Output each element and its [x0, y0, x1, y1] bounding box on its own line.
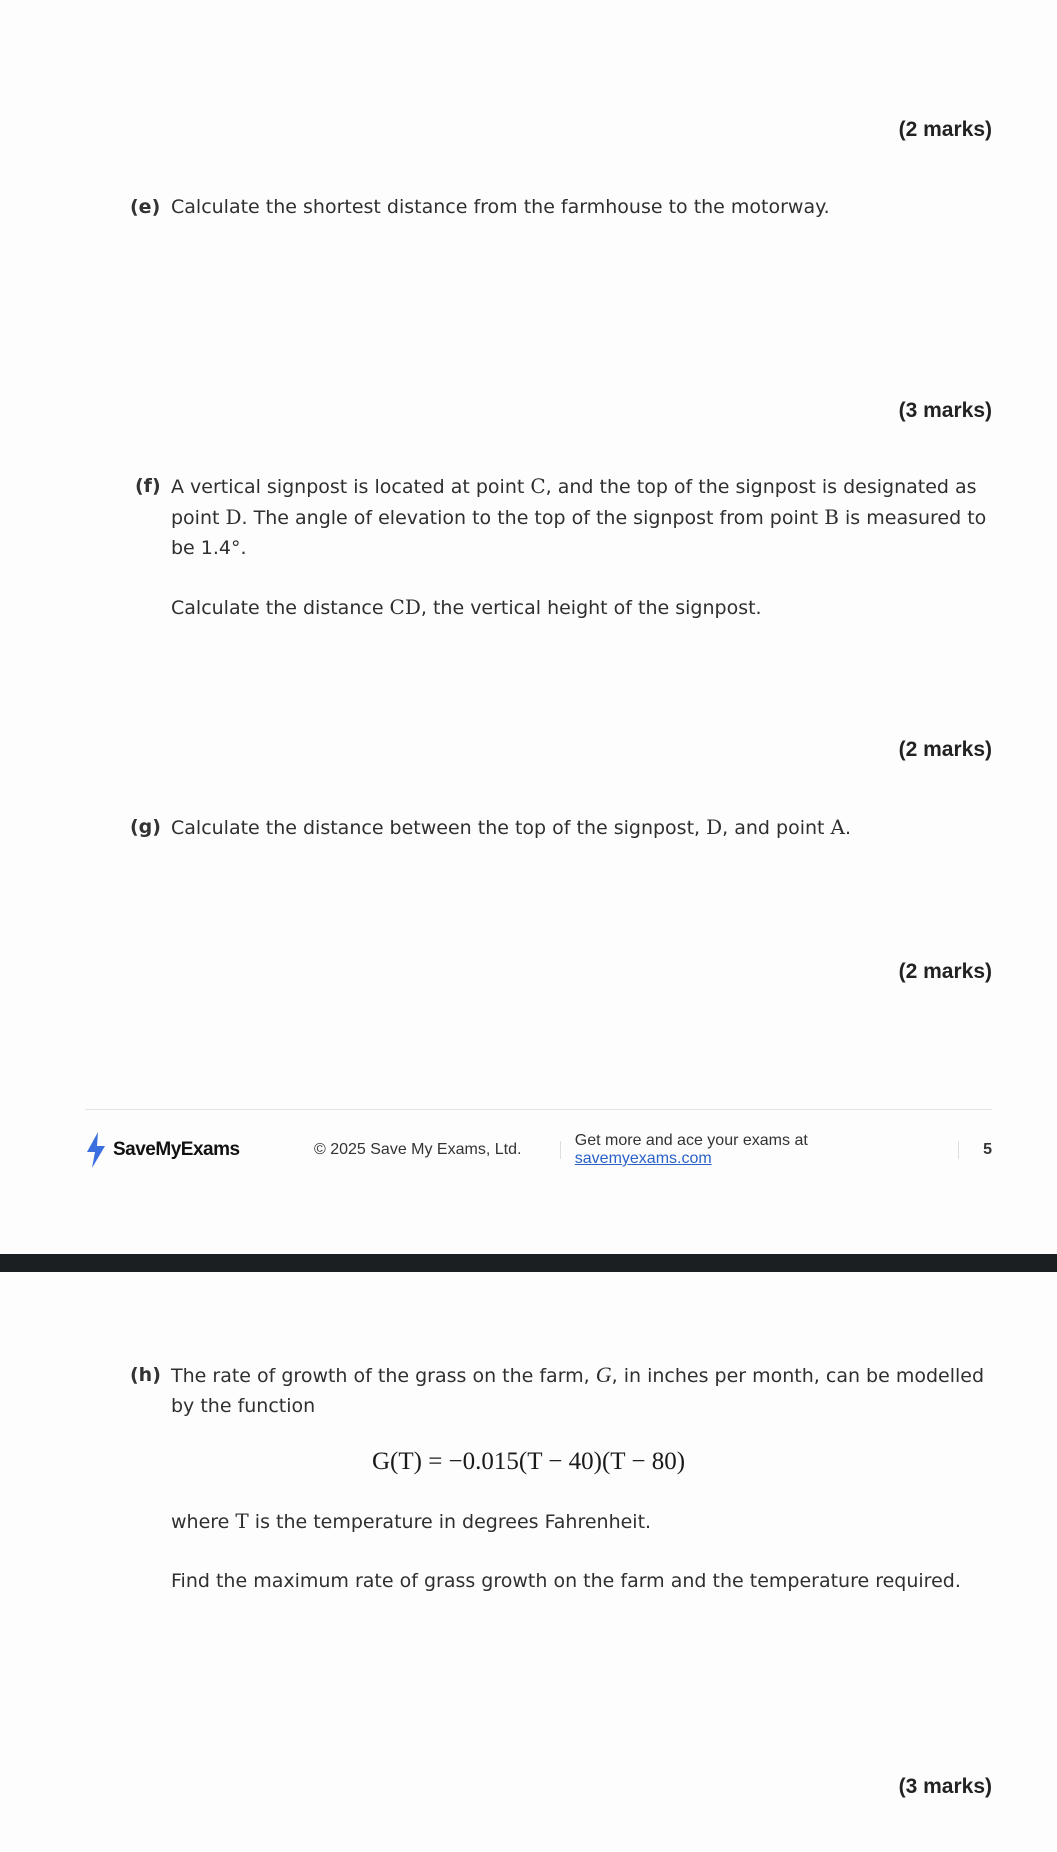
exam-page-6 — [0, 1272, 1057, 1852]
savemyexams-link[interactable]: savemyexams.com — [574, 1150, 712, 1167]
growth-formula: G(T) = −0.015(T − 40)(T − 80) — [371, 1448, 686, 1475]
question-g — [130, 812, 991, 872]
question-text: A vertical signpost is located at point C, and the top of the signpost is designated as point D. The angle of elevation to the top of the signpost from point B is measured to be 1.4°. — [171, 474, 987, 559]
question-h-continued — [130, 1506, 991, 1625]
copyright-text: © 2025 Save My Exams, Ltd. — [313, 1141, 522, 1158]
question-instruction: Calculate the distance CD, the vertical height of the signpost. — [171, 595, 762, 619]
footer-divider — [85, 1109, 992, 1110]
brand-name: SaveMyExams — [113, 1139, 240, 1160]
question-e — [130, 192, 991, 251]
question-label: (e) — [130, 196, 161, 218]
variable-definition: where T is the temperature in degrees Fahrenheit. — [171, 1509, 652, 1533]
page-break-bar — [0, 1254, 1057, 1272]
question-h — [130, 1360, 991, 1450]
marks-label: (2 marks) — [898, 118, 992, 141]
page-number: 5 — [983, 1141, 992, 1158]
question-label: (g) — [130, 816, 161, 838]
marks-label: (2 marks) — [898, 960, 992, 983]
marks-label: (2 marks) — [898, 738, 992, 761]
question-label: (h) — [130, 1364, 161, 1386]
question-text: Calculate the distance between the top of the signpost, D, and point A. — [171, 815, 852, 839]
footer-separator — [560, 1141, 561, 1159]
question-text: The rate of growth of the grass on the farm, G, in inches per month, can be modelled by the function — [171, 1362, 985, 1417]
marks-label: (3 marks) — [898, 1775, 992, 1798]
question-instruction: Find the maximum rate of grass growth on the farm and the temperature required. — [171, 1570, 961, 1592]
footer-separator — [958, 1141, 959, 1159]
promo-text: Get more and ace your exams at savemyexams.com — [574, 1132, 808, 1167]
brand-logo[interactable] — [85, 1132, 306, 1168]
question-f — [130, 471, 991, 652]
page-footer — [85, 1128, 992, 1172]
question-label: (f) — [135, 475, 161, 497]
lightning-bolt-icon — [85, 1132, 107, 1168]
question-text: Calculate the shortest distance from the farmhouse to the motorway. — [171, 196, 830, 218]
marks-label: (3 marks) — [898, 399, 992, 422]
